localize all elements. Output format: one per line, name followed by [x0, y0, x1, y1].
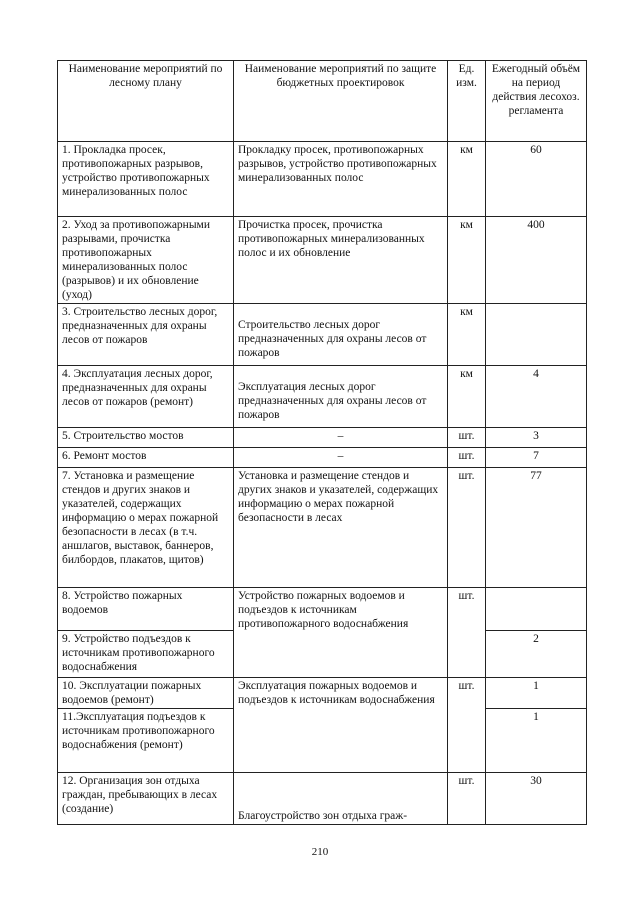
cell-unit-merged: шт.	[448, 678, 486, 773]
cell-plan: 4. Эксплуатация лесных дорог, предназначенных для охраны лесов от пожаров (ремонт)	[58, 366, 234, 428]
table-row	[58, 217, 587, 304]
cell-unit: шт.	[448, 448, 486, 468]
header-unit: Ед. изм.	[448, 61, 486, 142]
cell-budget: –	[234, 448, 448, 468]
header-volume: Ежегодный объём на период действия лесохоз. регламента	[486, 61, 587, 142]
header-budget: Наименование мероприятий по защите бюджетных проектировок	[234, 61, 448, 142]
cell-budget: Установка и размещение стендов и других знаков и указателей, содержащих информацию о мерах пожарной безопасности в лесах	[234, 468, 448, 588]
cell-plan: 12. Организация зон отдыха граждан, пребывающих в лесах (создание)	[58, 773, 234, 825]
cell-budget: Прокладку просек, противопожарных разрывов, устройство противопожарных минерализованных полос	[234, 142, 448, 217]
cell-plan: 3. Строительство лесных дорог, предназначенных для охраны лесов от пожаров	[58, 304, 234, 366]
table-row	[58, 468, 587, 588]
cell-volume: 1	[486, 678, 587, 709]
cell-volume: 1	[486, 709, 587, 773]
cell-volume: 30	[486, 773, 587, 825]
cell-unit: км	[448, 217, 486, 304]
cell-plan: 11.Эксплуатация подъездов к источникам противопожарного водоснабжения (ремонт)	[58, 709, 234, 773]
table-header-row	[58, 61, 587, 142]
cell-volume: 7	[486, 448, 587, 468]
cell-unit: шт.	[448, 468, 486, 588]
cell-budget: Эксплуатация лесных дорог предназначенных для охраны лесов от пожаров	[234, 366, 448, 428]
cell-unit: км	[448, 366, 486, 428]
table-row	[58, 142, 587, 217]
cell-budget-merged: Устройство пожарных водоемов и подъездов к источникам противопожарного водоснабжения	[234, 588, 448, 678]
cell-volume: 2	[486, 631, 587, 678]
cell-unit: км	[448, 304, 486, 366]
cell-plan: 10. Эксплуатации пожарных водоемов (ремонт)	[58, 678, 234, 709]
cell-plan: 6. Ремонт мостов	[58, 448, 234, 468]
cell-budget-merged: Эксплуатация пожарных водоемов и подъездов к источникам водоснабжения	[234, 678, 448, 773]
cell-budget: Прочистка просек, прочистка противопожарных минерализованных полос и их обновление	[234, 217, 448, 304]
cell-budget: Строительство лесных дорог предназначенных для охраны лесов от пожаров	[234, 304, 448, 366]
table-row	[58, 678, 587, 709]
cell-volume: 400	[486, 217, 587, 304]
cell-unit-merged: шт.	[448, 588, 486, 678]
cell-volume: 77	[486, 468, 587, 588]
cell-unit: шт.	[448, 773, 486, 825]
cell-budget: –	[234, 428, 448, 448]
table-row	[58, 448, 587, 468]
page-number: 210	[311, 846, 329, 858]
table-row	[58, 773, 587, 825]
cell-unit: шт.	[448, 428, 486, 448]
cell-unit: км	[448, 142, 486, 217]
table-row	[58, 428, 587, 448]
cell-plan: 2. Уход за противопожарными разрывами, прочистка противопожарных минерализованных полос (разрывов) и их обновление (уход)	[58, 217, 234, 304]
cell-plan: 1. Прокладка просек, противопожарных разрывов, устройство противопожарных минерализованных полос	[58, 142, 234, 217]
table-row	[58, 588, 587, 631]
cell-volume	[486, 588, 587, 631]
cell-plan: 9. Устройство подъездов к источникам противопожарного водоснабжения	[58, 631, 234, 678]
cell-plan: 7. Установка и размещение стендов и других знаков и указателей, содержащих информацию о мерах пожарной безопасности в лесах (в т.ч. аншлагов, выставок, баннеров, билбордов, плакатов, щитов)	[58, 468, 234, 588]
cell-budget: Благоустройство зон отдыха граж-	[234, 773, 448, 825]
cell-volume: 60	[486, 142, 587, 217]
cell-volume: 4	[486, 366, 587, 428]
cell-volume	[486, 304, 587, 366]
cell-plan: 5. Строительство мостов	[58, 428, 234, 448]
forest-fire-measures-table	[57, 60, 587, 825]
cell-plan: 8. Устройство пожарных водоемов	[58, 588, 234, 631]
cell-volume: 3	[486, 428, 587, 448]
table-row	[58, 366, 587, 428]
header-plan: Наименование мероприятий по лесному плану	[58, 61, 234, 142]
table-row	[58, 304, 587, 366]
